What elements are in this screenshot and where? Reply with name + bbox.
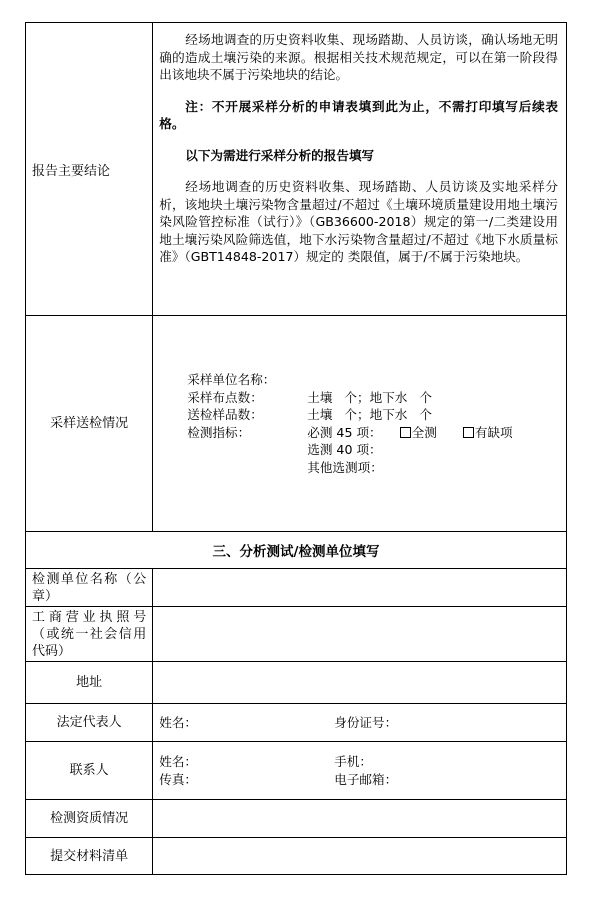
missing-items-label: 有缺项: [474, 424, 513, 440]
contact-label: 联系人: [26, 742, 153, 800]
legal-rep-name-label: 姓名：: [159, 714, 198, 730]
contact-value[interactable]: [153, 742, 567, 800]
materials-label: 提交材料清单: [26, 838, 153, 875]
conclusion-content: [153, 23, 567, 316]
conclusion-paragraph-2: 经场地调查的历史资料收集、现场踏勘、人员访谈及实地采样分析，该地块土壤污染物含量超过/不超过《土壤环境质量建设用地土壤污染风险管控标准（试行）》（GB36600-2018）规定的第一/二类建设用地土壤污染风险筛选值，地下水污染物含量超过/不超过《地下水质量标准》（GBT14848-2017）规定的 类限值，属于/不属于污染地块。: [159, 179, 558, 264]
sample-count-label: 送检样品数：: [187, 407, 263, 422]
sampling-content: [153, 316, 567, 532]
full-test-checkbox[interactable]: [400, 427, 411, 438]
license-label: 工商营业执照号（或统一社会信用代码）: [26, 607, 153, 662]
required-tests-label: 必测 45 项：: [307, 424, 382, 440]
full-test-label: 全测: [411, 424, 437, 440]
conclusion-paragraph-1: 经场地调查的历史资料收集、现场踏勘、人员访谈，确认场地无明确的造成土壤污染的来源。根据相关技术规范规定，可以在第一阶段得出该地块不属于污染地块的结论。: [159, 32, 558, 82]
contact-row: [26, 742, 567, 800]
other-tests-label: 其他选测项：: [307, 459, 383, 475]
sampling-report-heading: 以下为需进行采样分析的报告填写: [185, 147, 375, 163]
address-label: 地址: [26, 662, 153, 704]
address-row: [26, 662, 567, 704]
address-value[interactable]: [153, 662, 567, 704]
contact-name-label: 姓名：: [159, 754, 198, 769]
qualification-row: [26, 800, 567, 838]
section-title: 三、分析测试/检测单位填写: [26, 532, 567, 569]
legal-rep-value[interactable]: [153, 704, 567, 742]
legal-rep-row: [26, 704, 567, 742]
contact-email-label: 电子邮箱：: [334, 771, 398, 787]
legal-rep-id-label: 身份证号：: [334, 714, 398, 730]
sampling-label: 采样送检情况: [26, 316, 153, 532]
missing-items-checkbox[interactable]: [463, 427, 474, 438]
qualification-label: 检测资质情况: [26, 800, 153, 838]
test-index-label: 检测指标：: [187, 424, 251, 440]
sample-count-value[interactable]: 土壤 个；地下水 个: [307, 407, 433, 422]
sampling-points-value[interactable]: 土壤 个；地下水 个: [307, 389, 433, 405]
contact-phone-label: 手机：: [334, 754, 373, 769]
sampling-unit-value[interactable]: [307, 371, 558, 389]
sampling-row: [26, 316, 567, 532]
sampling-points-label: 采样布点数：: [187, 389, 263, 405]
sampling-unit-label: 采样单位名称：: [187, 372, 276, 387]
qualification-value[interactable]: [153, 800, 567, 838]
section-title-row: [26, 532, 567, 569]
required-tests: [307, 424, 558, 442]
conclusion-row: [26, 23, 567, 316]
contact-fax-label: 传真：: [159, 771, 198, 787]
optional-tests-label: 选测 40 项：: [307, 442, 382, 457]
license-value[interactable]: [153, 607, 567, 662]
license-row: [26, 607, 567, 662]
org-name-row: [26, 569, 567, 607]
org-name-label: 检测单位名称（公章）: [26, 569, 153, 607]
conclusion-note: 注：不开展采样分析的申请表填到此为止，不需打印填写后续表格。: [159, 98, 558, 131]
org-name-value[interactable]: [153, 569, 567, 607]
materials-row: [26, 838, 567, 875]
application-form-table: [25, 22, 567, 875]
conclusion-label: 报告主要结论: [26, 23, 153, 316]
materials-value[interactable]: [153, 838, 567, 875]
legal-rep-label: 法定代表人: [26, 704, 153, 742]
